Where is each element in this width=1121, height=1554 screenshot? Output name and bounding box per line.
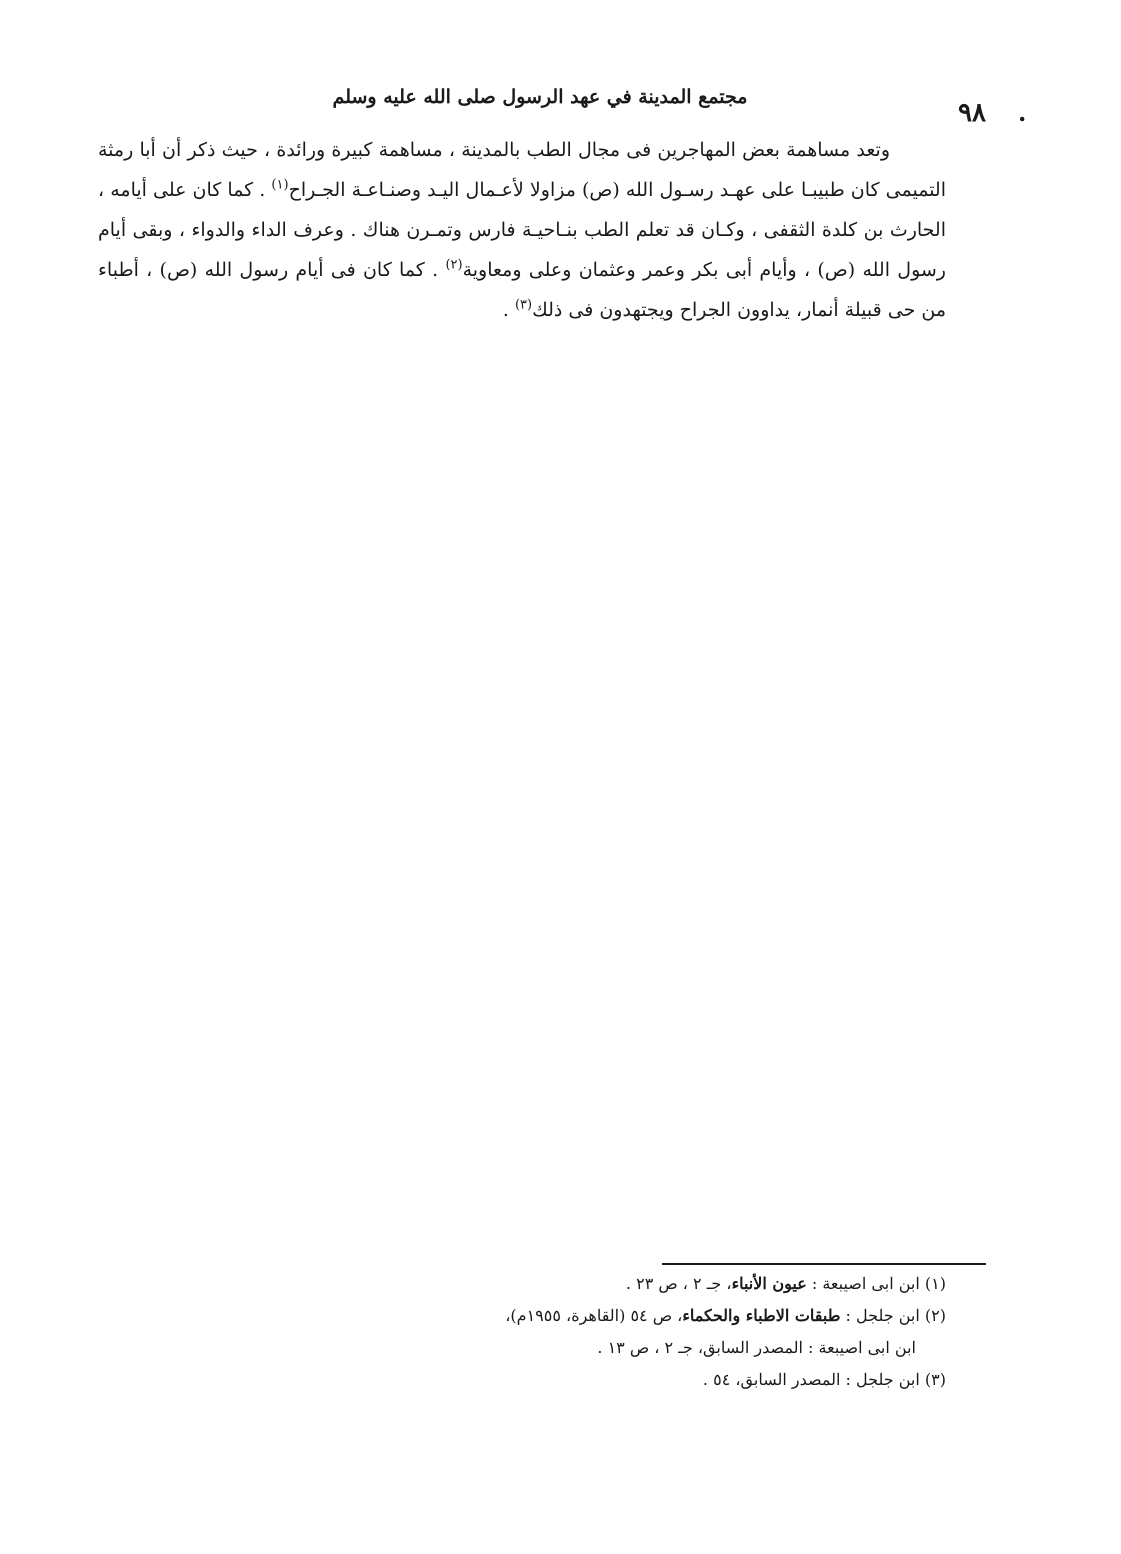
body-paragraph bbox=[98, 130, 946, 330]
footnote-number: (١) bbox=[924, 1274, 946, 1293]
footnote-1 bbox=[300, 1268, 946, 1300]
footnote-book-title: طبقات الاطباء والحكماء bbox=[682, 1306, 841, 1325]
footnotes bbox=[300, 1268, 946, 1396]
footnote-details: ، جـ ٢ ، ص ٢٣ . bbox=[625, 1274, 732, 1293]
page-number-dot: . bbox=[1018, 98, 1027, 127]
footnote-ref-3: (٣) bbox=[514, 297, 533, 313]
footnote-2 bbox=[300, 1300, 946, 1332]
footnote-book-title: عيون الأنباء bbox=[731, 1274, 807, 1293]
footnote-number: (٢) bbox=[924, 1306, 946, 1325]
footnote-author: ابن جلجل : bbox=[840, 1306, 925, 1325]
body-text-segment: وتعد مساهمة بعض المهاجرين فى مجال الطب بالمدينة ، مساهمة كبيرة ورائدة ، حيث ذكر أن أبا رمثة التميمى كان طبيبـا على عهـد رسـول الله (ص) مزاولا لأعـمال اليـد وصنـاعـة الجـراح bbox=[98, 139, 947, 201]
body-text-segment: . كما كان على أيامه ، الحارث بن كلدة الثقفى ، وكـان قد تعلم الطب بنـاحيـة فارس وتمـرن هناك . وعرف الداء والدواء ، وبقى أيام رسول الله (ص) ، وأيام أبى بكر وعمر وعثمان وعلى ومعاوية bbox=[98, 179, 946, 281]
footnote-2-continuation: ابن ابى اصيبعة : المصدر السابق، جـ ٢ ، ص ١٣ . bbox=[597, 1338, 916, 1357]
paragraph bbox=[98, 130, 946, 330]
footnote-details: ، ص ٥٤ (القاهرة، ١٩٥٥م)، bbox=[505, 1306, 683, 1325]
body-text-segment: . كما كان فى أيام رسول الله (ص) ، أطباء من حى قبيلة أنمار، يداوون الجراح ويجتهدون فى ذلك bbox=[98, 259, 946, 321]
footnote-number: (٣) bbox=[924, 1370, 946, 1389]
footnote-separator bbox=[662, 1263, 986, 1265]
footnote-3 bbox=[300, 1364, 946, 1396]
footnote-ref-2: (٢) bbox=[445, 257, 463, 273]
running-header: مجتمع المدينة في عهد الرسول صلى الله عليه وسلم bbox=[332, 86, 748, 108]
footnote-details: ابن جلجل : المصدر السابق، ٥٤ . bbox=[702, 1370, 925, 1389]
footnote-author: ابن ابى اصيبعة : bbox=[806, 1274, 925, 1293]
footnote-ref-1: (١) bbox=[271, 177, 289, 193]
page-number: ٩٨ bbox=[958, 98, 986, 128]
body-text-segment: . bbox=[502, 299, 515, 321]
